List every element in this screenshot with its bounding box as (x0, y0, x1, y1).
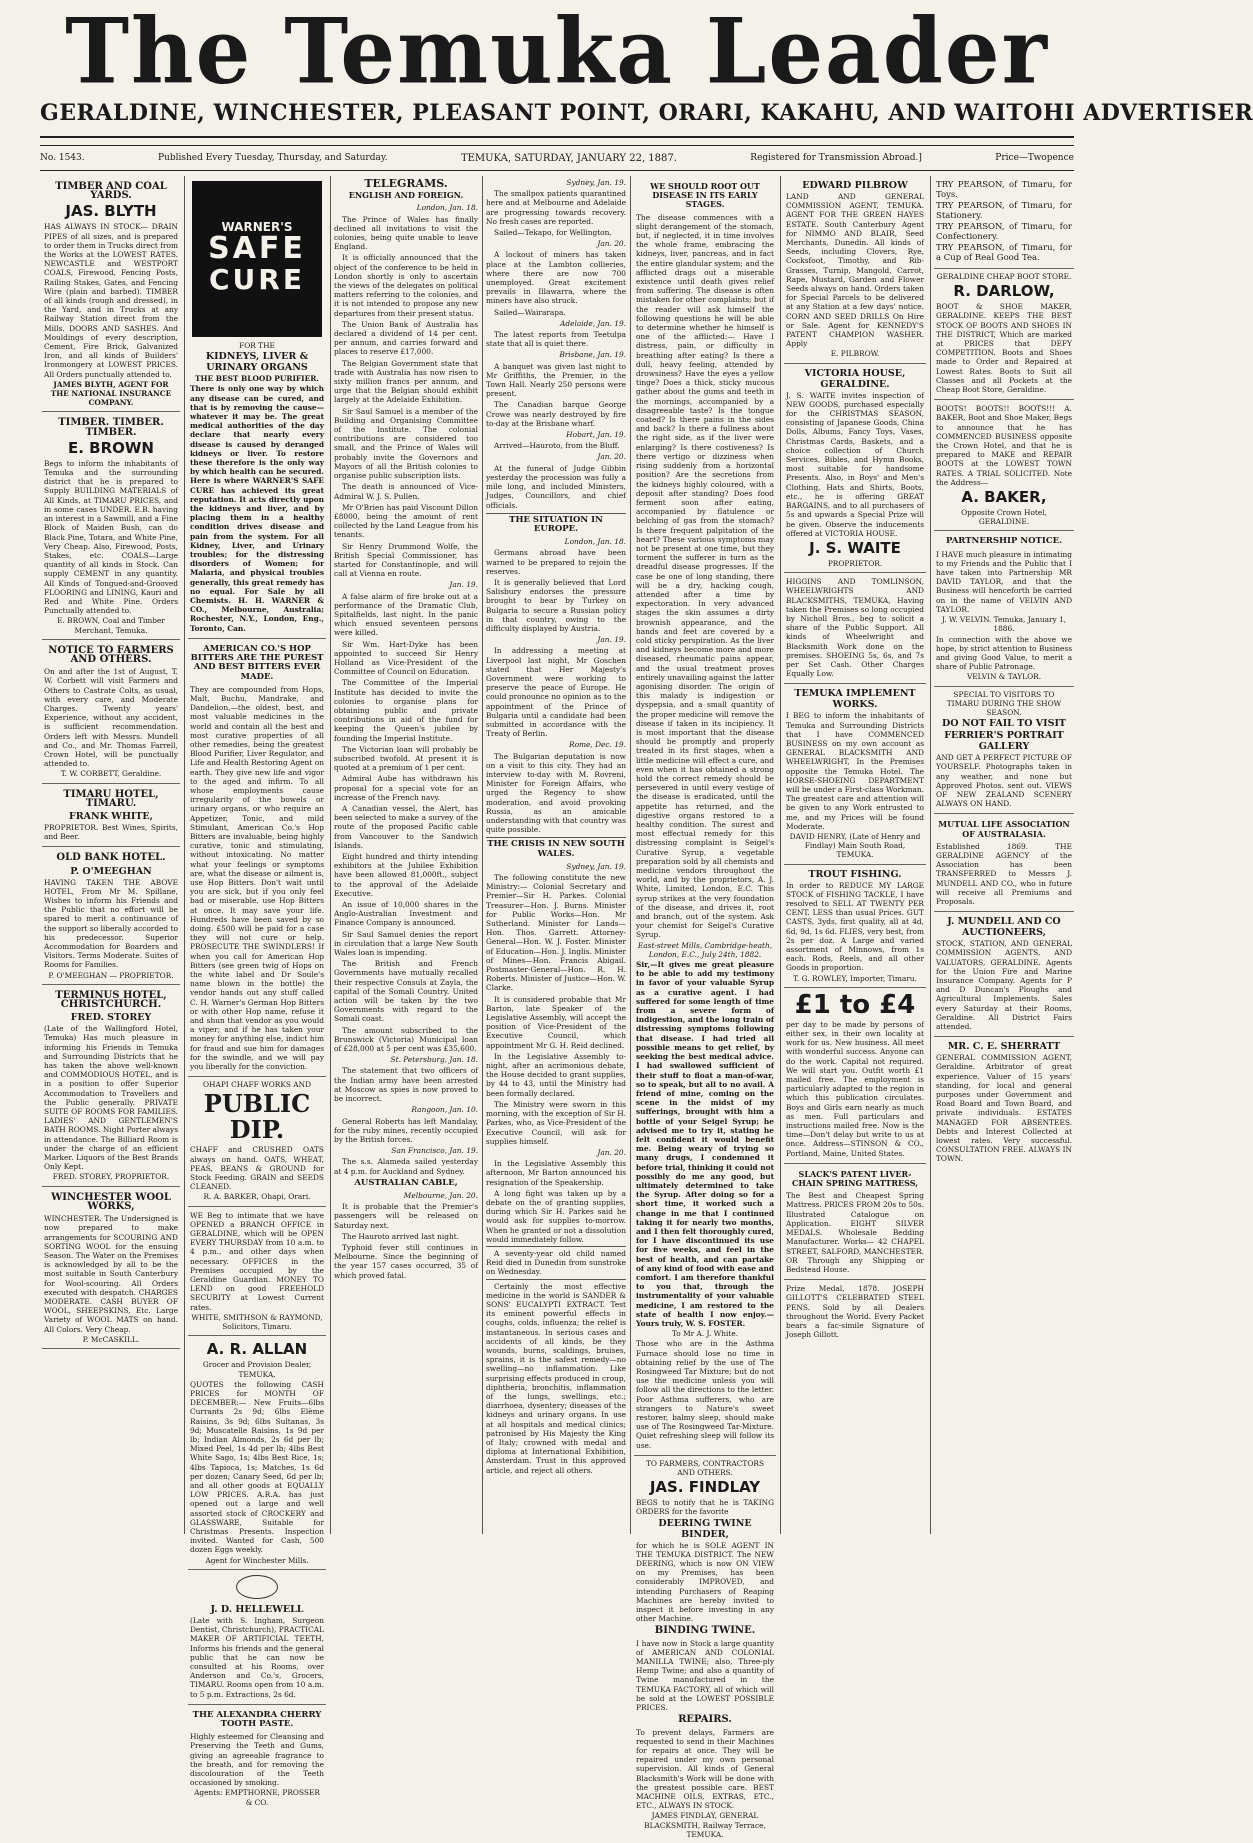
column-rule (330, 176, 331, 1534)
ad-body: On and after the 1st of August, T. W. Corbett will visit Farmers and Others to Castrate Colts, as usual, with every care, and Moderate Charges. Twenty years' Experience, without any accident, is sufficient recommendation. Orders left with Messrs. Mundell and Co., and Mr. Thomas Farrell, Crown Hotel, will be punctually attended to. (44, 667, 178, 769)
safe-cure-illustration (192, 181, 322, 337)
section-heading: AUSTRALIAN CABLE, (354, 1177, 458, 1188)
news-paragraph: Sir Saul Samuel denies the report in circulation that a large New South Wales loan is impending. (334, 929, 478, 958)
news-paragraph: Arrived—Hauroto, from the Bluff. (494, 441, 620, 451)
ad-allan-grocer (188, 1336, 326, 1569)
news-paragraph: The smallpox patients quarantined here and at Melbourne and Adelaide are progressing towards recovery. No fresh cases are reported. (486, 189, 626, 226)
ad-slack-mattress (784, 1164, 926, 1280)
dateline: Jan. 20. (597, 239, 626, 249)
dateline: Sydney, Jan. 19. (566, 178, 626, 187)
ad-body: WE Beg to intimate that we have OPENED a BRANCH OFFICE in GERALDINE, which will be OPEN EVERY THURSDAY from 10 a.m. to 4 p.m., and other days when necessary. OFFICES in the Premises occupied by the Geraldine Guardian. MONEY TO LEND on good FREEHOLD SECURITY at Lowest Current rates. (190, 1210, 324, 1312)
ad-branch-office (188, 1207, 326, 1337)
ad-dentist (188, 1570, 326, 1705)
ad-public-dip (188, 1077, 326, 1206)
ad-body: BOOT & SHOE MAKER, GERALDINE. KEEPS THE BEST STOCK OF BOOTS AND SHOES IN THE DISTRICT, Which are marked at PRICES that DEFY COMPETITION. Boots and Shoes made to Order and Repaired at Lowest Rates. Boots to Suit all Classes and all Pockets at the Cheap Boot Store, Geraldine. (936, 302, 1072, 395)
column-rule (630, 176, 631, 1534)
ad-heading: TIMBER. TIMBER. TIMBER. (58, 417, 164, 438)
ad-body: STOCK, STATION, AND GENERAL COMMISSION AGENTS, AND VALUATORS, GERALDINE. Agents for the Union Fire and Marine Insurance Company. Agents for P and D Duncan's Ploughs and Agricultural Implements. Sales every Saturday at their Rooms, Geraldine. All District Fairs attended. (936, 939, 1072, 1031)
news-paragraph: A Canadian vessel, the Alert, has been selected to make a survey of the route of the proposed Pacific cable from Vancouver to the Sandwich Islands. (334, 804, 478, 850)
ad-corbett-notice (42, 640, 180, 784)
ad-body: They are compounded from Hops, Malt, Buchu, Mandrake, and Dandelion,—the oldest, best, and most valuable medicines in the world and contain all the best and most curative properties of all other remedies, being the greatest Blood Purifier, Liver Regulator, and Life and Health Restoring Agent on earth. They give new life and vigor to the aged and infirm. To all whose employments cause irregularity of the bowels or urinary organs, or who require an Appetizer, Tonic, and mild Stimulant, American Co.'s Hop Bitters are invaluable, being highly curative, tonic and stimulating, without intoxicating. No matter what your feelings or symptoms are, what the disease or ailment is, use Hop Bitters. Don't wait until you are sick, but if you only feel bad or miserable, use Hop Bitters at once. It may save your life. Hundreds have been saved by so doing. £500 will be paid for a case they will not cure or help. PROSECUTE THE SWINDLERS! If when you call for American Hop Bitters (see green twig of Hops on the white label and Dr Soule's name blown in the bottle) the vendor hands out any stuff called C. H. Warner's German Hop Bitters or with other Hop name, refuse it and shun that vendor as you would a viper; and if he has taken your money for anything else, indict him for fraud and sue him for damages for the swindle, and we will pay you liberally for the conviction. (190, 684, 324, 1072)
news-paragraph: The Belgian Government state that trade with Australia has now risen to sixty million francs per annum, and urge that the Belgian should exhibit largely at the Adelaide Exhibition. (334, 358, 478, 405)
ad-signature: VELVIN & TAYLOR. (966, 672, 1042, 682)
news-paragraph: The latest reports from Teetulpa state that all is quiet there. (486, 330, 626, 349)
ad-heading: BINDING TWINE. (654, 1625, 756, 1637)
ad-mutual-life (934, 814, 1074, 912)
ad-subheading: Grocer and Provision Dealer, TEMUKA, (202, 1360, 312, 1379)
ad-subheading: DO NOT FAIL TO VISIT (942, 718, 1066, 730)
registration-note: Registered for Transmission Abroad.] (750, 153, 922, 163)
news-paragraph: The Canadian barque George Crowe was nearly destroyed by fire to-day at the Brisbane wharf. (486, 400, 626, 428)
ad-signature: P. McCASKILL. (82, 1334, 140, 1344)
ad-heading: WE SHOULD ROOT OUT DISEASE IN ITS EARLY STAGES. (650, 181, 760, 210)
ad-blyth (42, 176, 180, 412)
ad-heading: PUBLIC DIP. (203, 1089, 311, 1145)
ad-pearson (934, 176, 1074, 269)
ad-findlay (634, 1456, 776, 1843)
ad-seigels-syrup (634, 176, 776, 1456)
news-paragraph: The s.s. Alameda sailed yesterday at 4 p.m. for Auckland and Sydney. (334, 1157, 478, 1176)
dateline: Jan. 19. (597, 635, 626, 645)
news-paragraph: Certainly the most effective medicine in the world is SANDER & SONS' EUCALYPTI EXTRACT. Test its eminent powerful effects in coughs, colds, influenza; the relief is instantaneous. In serious cases and accidents of all kinds, be they wounds, burns, scaldings, bruises, sprains, it is the safest remedy—no swelling—no inflammation. Like surprising effects produced in croup, diphtheria, bronchitis, inflammation of the lungs, swellings, etc.; diarrhoea, dysentery; diseases of the kidneys and urinary organs. In use at all hospitals and medical clinics; patronised by His Majesty the King of Italy; crowned with medal and diploma at International Exhibition, Amsterdam. Trust in this approved article, and reject all others. (486, 1279, 626, 1475)
ad-preheading: SPECIAL TO VISITORS TO TIMARU DURING THE SHOW SEASON. (946, 689, 1062, 717)
issue-dateline: TEMUKA, SATURDAY, JANUARY 22, 1887. (460, 152, 677, 164)
ad-heading: SLACK'S PATENT LIVER-CHAIN SPRING MATTRESS, (792, 1168, 918, 1189)
ad-heading: REPAIRS. (678, 1714, 732, 1726)
ad-signature: JAMES FINDLAY, GENERAL BLACKSMITH, Railway Terrace, TEMUKA. (644, 1811, 766, 1839)
ad-old-bank-hotel (42, 847, 180, 984)
news-paragraph: The Bulgarian deputation is now on a visit to this city. They had an interview to-day with M. Rovreni, Minister for Foreign Affairs, who urged the Regency to show moderation, and avoid provoking Russia, as an amicable understanding with that country was quite possible. (486, 751, 626, 835)
ad-name: P. O'MEEGHAN (70, 865, 152, 877)
tooth-icon (236, 1575, 278, 1599)
ad-heading: TERMINUS HOTEL, CHRISTCHURCH. (55, 989, 167, 1011)
letter-address: East-street Mills, Cambridge-heath, London, E.C., July 24th, 1882. (637, 940, 773, 959)
dateline: Jan. 20. (597, 1147, 626, 1157)
ad-heading: MUTUAL LIFE ASSOCIATION OF AUSTRALASIA. (938, 819, 1070, 839)
news-paragraph: The Hauroto arrived last night. (342, 1231, 460, 1241)
news-paragraph: A banquet was given last night to Mr Griffiths, the Premier, in the Town Hall. Nearly 250 persons were present. (486, 361, 626, 399)
newspaper-title: The Temuka Leader (65, 0, 1049, 105)
ad-signature: DAVID HENRY, (Late of Henry and Findlay) Main South Road, TEMUKA. (789, 831, 921, 860)
dateline: Jan. 19. (449, 580, 478, 590)
news-paragraph: At the funeral of Judge Gibbin yesterday the procession was fully a mile long, and included Ministers, Judges, Councillors, and chief officials. (486, 463, 626, 510)
ad-signature: E. BROWN, Coal and Timber Merchant, Temuka. (57, 616, 165, 635)
news-paragraph: The amount subscribed to the Brunswick (Victoria) Municipal loan of £28,000 at 5 per cent was £35,600. (334, 1025, 478, 1054)
ad-name: A. BAKER, (961, 488, 1047, 507)
ad-name: A. R. ALLAN (206, 1340, 308, 1359)
ad-heading: THE ALEXANDRA CHERRY TOOTH PASTE. (192, 1709, 322, 1729)
ad-name: EDWARD PILBROW (802, 180, 908, 191)
ad-signature: WHITE, SMITHSON & RAYMOND, Solicitors, Timaru. (191, 1312, 323, 1332)
dateline: London, Jan. 18. (416, 203, 478, 213)
news-paragraph: An issue of 10,000 shares in the Anglo-Australian Investment and Finance Company is announced. (334, 900, 478, 928)
column-3-telegrams (334, 176, 478, 1534)
ad-body: BOOTS! BOOTS!! BOOTS!!! A. BAKER, Boot and Shoe Maker, Begs to announce that he has COMMENCED BUSINESS opposite the Crown Hotel, and that he is prepared to MAKE and REPAIR BOOTS at the LOWEST TOWN RATES. A TRIAL SOLICITED. Note the Address— (936, 404, 1072, 487)
ad-body: AND GET A PERFECT PICTURE OF YOURSELF. Photographs taken in any weather, and none but Approved Photos. sent out. VIEWS OF NEW ZEALAND SCENERY ALWAYS ON HAND. (936, 753, 1072, 809)
ad-name: JAS. FINDLAY (649, 1478, 761, 1497)
news-paragraph: It is officially announced that the object of the conference to be held in London shortly is only to ascertain the views of the delegates on political matters referring to the colonies, and it is not intended to propose any new departures from their present status. (334, 253, 478, 318)
ad-partnership (934, 531, 1074, 686)
ad-body: HAVING TAKEN THE ABOVE HOTEL, From Mr M. Spillane, Wishes to inform his Friends and the Public that no effort will be spared to merit a continuance of the support so liberally accorded to his predecessor. Superior Accommodation for Boarders and Visitors. Terms Moderate. Suites of Rooms for Families. (44, 877, 178, 970)
dateline: Sydney, Jan. 19. (566, 861, 626, 871)
dateline: Rome, Dec. 19. (569, 740, 626, 750)
infobar-rule-top (40, 145, 1074, 146)
news-paragraph: Sir Saul Samuel is a member of the Building and Organising Committee of the Institute. The colonial contributions are considered too small, and the Prince of Wales will probably invite the Governors and Mayors of all the British colonies to organise public subscription lists. (334, 406, 478, 481)
ad-name: FRANK WHITE, (69, 810, 153, 822)
ad-darlow (934, 269, 1074, 400)
ad-body: BEGS to notify that he is TAKING ORDERS for the favorite (636, 1498, 774, 1517)
letter-recipient: To Mr A. J. White. (671, 1329, 739, 1339)
news-paragraph: Sailed—Wairarapa. (494, 307, 566, 317)
ad-hop-bitters (188, 639, 326, 1077)
news-paragraph: The Prince of Wales has finally declined all invitations to visit the colonies, being quite unable to leave England. (334, 214, 478, 252)
news-paragraph: General Roberts has left Mandalay, for the ruby mines, recently occupied by the British forces. (334, 1116, 478, 1144)
news-paragraph: It is generally believed that Lord Salisbury endorses the pressure brought to bear by Turkey on Bulgaria to secure a Russian policy in that country, owing to the difficulty displayed by Austria. (486, 577, 626, 633)
ad-heading: AMERICAN CO.'S HOP BITTERS ARE THE PUREST AND BEST BITTERS EVER MADE. (190, 643, 324, 682)
ad-baker (934, 400, 1074, 531)
dateline: London, Jan. 18. (564, 537, 626, 547)
ad-preheading: OHAPI CHAFF WORKS AND (202, 1080, 311, 1090)
ad-body: There is only one way by which any disease can be cured, and that is by removing the cause—whatever it may be. The great medical authorities of the day declare that nearly every disease is caused by deranged kidneys or liver. To restore these therefore is the only way by which health can be secured. Here is where WARNER'S SAFE CURE has achieved its great reputation. It acts directly upon the kidneys and liver, and by placing them in a healthy condition drives disease and pain from the system. For all Kidney, Liver, and Urinary troubles; for the distressing disorders of Women; for Malaria, and physical troubles generally, this great remedy has no equal. For Sale by all Chemists. H. H. WARNER & CO., Melbourne, Australia; Rochester, N.Y., London, Eng., Toronto, Can. (190, 384, 324, 633)
cure-word: CURE (209, 262, 305, 296)
ad-terminus-hotel (42, 985, 180, 1187)
ad-tooth-paste (188, 1705, 326, 1811)
ad-body: Prize Medal, 1878. JOSEPH GILLOTT'S CELEBRATED STEEL PENS. Sold by all Dealers throughout the World. Every Packet bears a fac-simile Signature of Joseph Gillott. (786, 1284, 924, 1340)
column-7 (934, 176, 1074, 1534)
ad-heading: OLD BANK HOTEL. (56, 852, 166, 864)
ad-victoria-house (784, 364, 926, 573)
dateline: Brisbane, Jan. 19. (559, 350, 626, 360)
ad-body: CHAFF and CRUSHED OATS always on hand. OATS, WHEAT, PEAS, BEANS & GROUND for Stock Feeding. GRAIN and SEEDS CLEANED. (190, 1145, 324, 1192)
news-paragraph: A long fight was taken up by a debate on the of granting supplies, during which Sir H. Parkes said he would ask for supplies to-morrow. When he granted or not a dissolution would immediately follow. (486, 1188, 626, 1244)
ad-signature: T. G. ROWLEY, Importer, Timaru. (793, 973, 917, 983)
ad-body: To prevent delays, Farmers are requested to send in their Machines for repairs at once. They will be repaired under my own personal supervision. All kinds of General Blacksmith's Work will be done with the greatest possible care. BEST MACHINE OILS, EXTRAS, ETC., ETC., ALWAYS IN STOCK. (636, 1727, 774, 1811)
column-6 (784, 176, 926, 1534)
ad-body: (Late of the Wallingford Hotel, Temuka) Has much pleasure in informing his Friends in Temuka and Surrounding Districts that he has taken the above well-known and COMMODIOUS HOTEL, and is in a position to offer Superior Accommodation to Travellers and the Public generally. PRIVATE SUITE OF ROOMS FOR FAMILIES. LADIES' AND GENTLEMEN'S BATH ROOMS. Night Porter always in attendance. The Billiard Room is under the charge of an efficient Marker. Liquors of the Best Brands Only Kept. (44, 1024, 178, 1172)
pearson-line: TRY PEARSON, of Timaru, for Stationery. (936, 201, 1072, 221)
ad-signature: PROPRIETOR. (827, 558, 883, 568)
news-paragraph: In addressing a meeting at Liverpool last night, Mr Goschen stated that Her Majesty's Government were working to preserve the peace of Europe. He could pronounce no opinion as to the appointment of the Prince of Bulgaria until a candidate had been submitted in accordance with the Treaty of Berlin. (486, 646, 626, 739)
ad-name: FERRIER'S PORTRAIT GALLERY (944, 730, 1064, 753)
ad-gillott-pens (784, 1280, 926, 1344)
ad-preheading: TO FARMERS, CONTRACTORS AND OTHERS. (645, 1458, 765, 1478)
ad-heading: TROUT FISHING. (808, 868, 902, 880)
dateline: Melbourne, Jan. 20. (403, 1190, 478, 1200)
ad-body: (Late with S. Ingham, Surgeon Dentist, Christchurch), PRACTICAL MAKER OF ARTIFICIAL TEETH, Informs his friends and the general public that he can now be consulted at his Rooms, over Anderson and Co.'s, Grocers, TIMARU. Rooms open from 10 a.m. to 5 p.m. Extractions, 2s 6d. (190, 1615, 324, 1699)
news-paragraph: A false alarm of fire broke out at a performance of the Dramatic Club, Spitalfields, last night. In the panic which ensued seventeen persons were killed. (334, 591, 478, 638)
news-paragraph: Admiral Aube has withdrawn his proposal for a special vote for an increase of the French navy. (334, 774, 478, 802)
ad-body: HAS ALWAYS IN STOCK— DRAIN PIPES of all sizes, and is prepared to order them in Trucks direct from the Works at the LOWEST RATES. NEWCASTLE and WESTPORT COALS, Firewood, Fencing Posts, Railing Stakes, Gates, and Fencing Wire (plain and barbed). TIMBER of all kinds (rough and dressed), in the Yard, and in Trucks at any Railway Station direct from the Mills. DOORS AND SASHES. And Mouldings of every description, Cement, Fire Brick, Galvanized Iron, and all kinds of Builders' Ironmongery at LOWEST PRICES. All Orders punctually attended to. (44, 222, 178, 379)
dateline: San Francisco, Jan. 19. (391, 1146, 478, 1156)
ad-signature: Agents: EMPTHORNE, PROSSER & CO. (194, 1788, 320, 1807)
ad-sherratt (934, 1037, 1074, 1168)
safe-brand: WARNER'S (221, 220, 293, 235)
ad-warners-safe-cure (188, 176, 326, 639)
ad-body: The Best and Cheapest Spring Mattress. PRICES FROM 20s to 50s. Illustrated Catalogue on Application. EIGHT SILVER MEDALS. Wholesale Bedding Manufacturer. Works— 42 CHAPEL STREET, SALFORD, MANCHESTER. OR Through any Shipping or Bedstead House. (786, 1191, 924, 1274)
column-4-news (486, 176, 626, 1534)
dateline: St. Petersburg, Jan. 18. (390, 1055, 478, 1065)
pearson-line: TRY PEARSON, of Timaru, for a Cup of Real Good Tea. (936, 243, 1072, 263)
issue-number: No. 1543. (40, 153, 85, 163)
ad-body: J. S. WAITE invites inspection of NEW GOODS, purchased especially for the CHRISTMAS SEASON, consisting of Japanese Goods, China Dolls, Albums, Fancy Toys, Vases, Christmas Cards, Baskets, and a choice collection of Church Services, Bibles, and Hymn Books, most suitable for handsome Presents. Also, in Boys' and Men's Clothing, Hats and Shirts, Boots, etc., he is offering GREAT BARGAINS, and to all purchasers of 5s and upwards a Special Prize will be given. Observe the inducements offered at VICTORIA HOUSE. (786, 390, 924, 538)
ad-body: Highly esteemed for Cleansing and Preserving the Teeth and Gums, giving an agreeable fragrance to the breath, and for removing the discolouration of the Teeth occasioned by smoking. (190, 1732, 324, 1788)
column-rule (780, 176, 781, 1534)
section-subheading: ENGLISH AND FOREIGN. (348, 190, 464, 201)
ad-mundell (934, 912, 1074, 1037)
section-heading: TELEGRAMS. (364, 177, 448, 190)
column-rule (184, 176, 185, 1534)
ad-heading: KIDNEYS, LIVER & URINARY ORGANS (205, 351, 309, 374)
ad-name: E. BROWN (67, 438, 154, 457)
safe-word: SAFE (208, 230, 306, 266)
column-2 (188, 176, 326, 1807)
ad-footer: Agent for Winchester Mills. (205, 1555, 309, 1565)
news-paragraph: Sir Henry Drummond Wolfe, the British Special Commissioner, has started for Constantinople, and will call at Vienna en route. (334, 541, 478, 579)
ad-timaru-hotel (42, 784, 180, 848)
ad-for: FOR THE (239, 341, 275, 350)
news-paragraph: The British and French Governments have mutually recalled their respective Consuls at Zayla, the capital of the Somali Country. United action will be taken by the two Governments with regard to the Somali coast. (334, 959, 478, 1024)
dateline: Rangoon, Jan. 10. (411, 1105, 478, 1115)
ad-body: for which he is SOLE AGENT IN THE TEMUKA DISTRICT. The NEW DEERING, which is now ON VIEW on my Premises, has been considerably IMPROVED, and intending Purchasers of Reaping Machines are hereby invited to inspect it before investing in any other Machine. (636, 1540, 774, 1624)
news-paragraph: The death is announced of Vice-Admiral W. J. S. Pullen. (334, 482, 478, 501)
ad-heading: J. MUNDELL AND CO AUCTIONEERS, (947, 916, 1061, 939)
dateline: Jan. 20. (597, 452, 626, 462)
newspaper-subtitle: GERALDINE, WINCHESTER, PLEASANT POINT, ORARI, KAKAHU, AND WAITOHI ADVERTISER (40, 100, 1253, 126)
ad-signature: JAMES BLYTH, AGENT FOR THE NATIONAL INSURANCE COMPANY. (50, 379, 172, 408)
news-paragraph: The following constitute the new Ministry:— Colonial Secretary and Premier—Sir H. Parkes. Colonial Treasurer—Hon. J. Burns. Minister for Public Works—Hon. Mr Sutherland. Minister for Lands—Hon. Thos. Garrett. Attorney-General—Hon. W. J. Foster. Minister of Education—Hon. J. Inglis. Minister of Mines—Hon. Francis Abigail. Postmaster-General—Hon. R. H. Roberts. Minister of Justice—Hon. W. Clarke. (486, 873, 626, 993)
ad-body: Those who are in the Asthma Furnace should lose no time in obtaining relief by the use of The Rosingweed Tar Mixture; but do not use the medicine unless you will follow all the directions to the letter. Poor Asthma sufferers, who are strangers to Nature's sweet restorer, balmy sleep, should make use of The Rosingweed Tar-Mixture. Quiet refreshing sleep will follow its use. (636, 1339, 774, 1450)
ad-ferrier (934, 687, 1074, 815)
ad-signature: J. W. VELVIN. Temuka, January 1, 1886. (941, 615, 1067, 634)
ad-body: The disease commences with a slight derangement of the stomach, but, if neglected, it in time involves the whole frame, embracing the kidneys, liver, pancreas, and in fact the entire glandular system; and the afflicted drags out a miserable existence until death gives relief from suffering. The disease is often mistaken for other complaints; but if the reader will ask himself the following questions he will be able to determine whether he himself is one of the afflicted:— Have I distress, pain, or difficulty in breathing after eating? Is there a dull, heavy feeling, attended by drowsiness? Have the eyes a yellow tinge? Does a thick, sticky mucous gather about the gums and teeth in the mornings, accompanied by a disagreeable taste? Is the tongue coated? Is there pains in the sides and back? Is there a fullness about the right side, as if the liver were enlarging? Is there costiveness? Is there vertigo or dizziness when rising suddenly from a horizontal position? Are the secretions from the kidneys highly coloured, with a deposit after standing? Does food ferment soon after eating, accompanied by flatulence or belching of gas from the stomach? Is there frequent palpitation of the heart? These various symptoms may not be present at one time, but they torment the sufferer in turn as the dreadful disease progresses. If the case be one of long standing, there will be a dry, hacking cough, attended after a time by expectoration. In very advanced stages the skin assumes a dirty brownish appearance, and the hands and feet are covered by a cold sticky perspiration. As the liver and kidneys become more and more diseased, rheumatic pains appear, and the usual treatment proves entirely unavailing against the latter agonising disorder. The origin of this malady is indigestion or dyspepsia, and a small quantity of the proper medicine will remove the disease if taken in its incipiency. It is most important that the disease should be promptly and properly treated in its first stages, when a little medicine will effect a cure, and even when it has obtained a strong hold the correct remedy should be persevered in until every vestige of the disease is eradicated, until the appetite has returned, and the digestive organs restored to a healthy condition. The surest and most effectual remedy for this distressing complaint is Seigel's Curative Syrup, a vegetable preparation sold by all chemists and medicine vendors throughout the world, and by the proprietors, A. J. White, Limited, London, E.C. This syrup strikes at the very foundation of the disease, and drives it, root and branch, out of the system. Ask your chemist for Seigel's Curative Syrup. (636, 212, 774, 940)
ad-name: FRED. STOREY (70, 1012, 152, 1024)
ad-body: I have now in Stock a large quantity of AMERICAN AND COLONIAL MANILLA TWINE; also, Three-ply Hemp Twine; and also a quantity of Twine manufactured in the TEMUKA FACTORY, all of which will be sold at the LOWEST POSSIBLE PRICES. (636, 1638, 774, 1713)
ad-heading: VICTORIA HOUSE, GERALDINE. (804, 367, 906, 390)
news-paragraph: The statement that two officers of the Indian army have been arrested at Moscow as spies is now proved to be incorrect. (334, 1066, 478, 1104)
ad-body: HIGGINS AND TOMLINSON, WHEELWRIGHTS AND BLACKSMITHS, TEMUKA, Having taken the Premises so long occupied by Nicholl Bros., beg to solicit a share of the Public Support. All kinds of Wheelwright and Blacksmith Work done on the premises. SHOEING 5s, 6s, and 7s per Set Cash. Other Charges Equally Low. (786, 577, 924, 679)
news-paragraph: A lockout of miners has taken place at the Lambton collieries, where there are now 700 unemployed. Great excitement prevails in Illawarra, where the miners have also struck. (486, 250, 626, 306)
column-rule (482, 176, 483, 1534)
ad-name: JAS. BLYTH (65, 202, 157, 221)
letter-body: Sir,—It gives me great pleasure to be able to add my testimony in favor of your valuable Syrup as a curative agent. I had suffered for some length of time from a severe form of indigestion, and the long train of distressing symptoms following that disease. I had tried all possible means to get relief, by seeking the best medical advice. I had swallowed sufficient of their stuff to float a man-of-war, so to speak, but all to no avail. A friend of mine, coming on the scene in the midst of my sufferings, brought with him a bottle of your Seigel Syrup; he advised me to try it, stating he felt confident it would benefit me. Being weary of trying so many drugs, I condemned it before trial, thinking it could not possibly do me any good, but ultimately determined to take the Syrup. After doing so for a short time, it worked such a change in me that I continued taking it for nearly two months, and I then felt thoroughly cured, for I have discontinued its use for five weeks, and feel in the best of health, and can partake of any kind of food with ease and comfort. I am therefore thankful to you that, through the instrumentality of your valuable medicine, I am restored to the state of health I now enjoy.—Yours truly, W. S. FOSTER. (636, 960, 774, 1328)
ad-signature: T. W. CORBETT, Geraldine. (60, 769, 162, 779)
ad-body: GENERAL COMMISSION AGENT, Geraldine. Arbitrator of great experience. Valuer of 15 years' standing, for local and general purposes under Government and Road Board and Town Board, and private individuals. ESTATES MANAGED FOR ABSENTEES. Debts and Interest Collected at lowest rates. Very successful. CONSULTATION FREE. ALWAYS IN TOWN. (936, 1053, 1072, 1164)
dateline: Adelaide, Jan. 19. (560, 318, 626, 328)
ad-name: R. DARLOW, (953, 282, 1055, 301)
news-paragraph: Eight hundred and thirty intending exhibitors at the Jubilee Exhibition have been allowed 81,000ft., subject to the approval of the Adelaide Executive. (334, 852, 478, 898)
news-paragraph: Typhoid fever still continues in Melbourne. Since the beginning of the year 157 cases occurred, 35 of which proved fatal. (334, 1242, 478, 1280)
ad-product: DEERING TWINE BINDER, (658, 1517, 752, 1540)
ad-heading: TEMUKA IMPLEMENT WORKS. (794, 688, 916, 711)
masthead-rule (40, 136, 1074, 138)
ad-signature: FRED. STOREY, PROPRIETOR. (52, 1172, 170, 1182)
ad-body: per day to be made by persons of either sex, in their own locality at work for us. New business. All meet with wonderful success. Anyone can do the work. Capital not required. We will start you. Outfit worth £1 mailed free. The employment is particularly adapted to the region in which this publication circulates. Boys and Girls earn nearly as much as men. Full particulars and instructions mailed free. Now is the time—Don't delay but write to us at once. Address—STINSON & CO., Portland, Maine, United States. (786, 1019, 924, 1158)
pearson-line: TRY PEARSON, of Timaru, for Toys. (936, 180, 1072, 200)
ad-name: MR. C. E. SHERRATT (947, 1041, 1061, 1053)
ad-preheading: GERALDINE CHEAP BOOT STORE. (936, 272, 1072, 281)
ad-signature: P. O'MEEGHAN — PROPRIETOR. (48, 970, 174, 980)
ad-name: J. D. HELLEWELL (210, 1603, 304, 1615)
news-paragraph: The Ministry were sworn in this morning, with the exception of Sir H. Parkes, who, as Vice-President of the Executive Council, will ask for supplies himself. (486, 1099, 626, 1146)
ad-signature: E. PILBROW. (830, 349, 880, 359)
ad-wool-works (42, 1187, 180, 1349)
ad-signature: R. A. BARKER, Ohapi, Orari. (203, 1192, 311, 1202)
ad-implement-works (784, 684, 926, 864)
issue-price: Price—Twopence (995, 153, 1074, 163)
ad-heading: TIMARU HOTEL, TIMARU. (63, 788, 159, 809)
ad-body: Established 1869. THE GERALDINE AGENCY of the Association has been TRANSFERRED to Messrs J. MUNDELL AND CO., who in future will receive all Premiums and Proposals. (936, 841, 1072, 906)
ad-body: LAND AND GENERAL COMMISSION AGENT, TEMUKA. AGENT FOR THE GREEN HAYES ESTATE. South Canterbury Agent for NIMMO AND BLAIR, Seed Merchants, Dunedin. All kinds of Seeds, including Clovers, Rye, Cocksfoot, Timothy, and Rib-Grasses, Turnip, Mangold, Carrot, Rape, Mustard, Garden and Flower Seeds always on hand. Orders taken for Special Parcels to be delivered at any Station at a few days' notice. CORN AND SEED DRILLS On Hire or Sale. Agent for KENNEDY'S PATENT CHAMPION WASHER. Apply (786, 192, 924, 349)
news-paragraph: Germans abroad have been warned to be prepared to rejoin the reserves. (486, 548, 626, 576)
news-paragraph: The Victorian loan will probably be subscribed twofold. At present it is quoted at a premium of 1 per cent. (334, 744, 478, 773)
ad-body: WINCHESTER. The Undersigned is now prepared to make arrangements for SCOURING AND SORTING WOOL for the ensuing Season. The Water on the Premises is acknowledged by all to be the most suitable in South Canterbury for Wool-scouring. All Orders executed with despatch. CHARGES MODERATE. CASH BUYER OF WOOL, SHEEPSKINS, Etc. Large Variety of WOOL MATS on hand. All Colors. Very Cheap. (44, 1214, 178, 1334)
ad-stinson (784, 988, 926, 1164)
news-paragraph: In the Legislative Assembly to-night, after an acrimonious debate, the House decided to grant supplies, by 44 to 43, until the Ministry had been formally declared. (486, 1051, 626, 1098)
ad-pilbrow (784, 176, 926, 364)
ad-brown (42, 412, 180, 639)
ad-body: Begs to inform the inhabitants of Temuka and the surrounding district that he is prepared to Supply BUILDING MATERIALS of All Kinds, at TIMARU PRICES, and in some cases UNDER. E.B. having an interest in a Sawmill, and a Fine Block of Maiden Bush, can do Black Pine, Totara, and White Pine, Very Cheap. Also, Firewood, Posts, Stakes, etc. COALS—Large quantity of all kinds in Stock. Can supply CEMENT in any quantity. All Kinds of Tongued-and-Grooved FLOORING and LINING, Kauri and Red and White Pine. Orders Punctually attended to. (44, 458, 178, 616)
ad-subheading: THE BEST BLOOD PURIFIER. (195, 374, 319, 384)
masthead (40, 0, 1074, 105)
column-rule (930, 176, 931, 1534)
news-paragraph: Sailed—Tekapo, for Wellington. (494, 228, 612, 238)
section-heading: THE CRISIS IN NEW SOUTH WALES. (487, 839, 625, 859)
ad-body: In connection with the above we hope, by strict attention to Business and giving Good Value, to merit a share of Public Patronage. (936, 634, 1072, 672)
ad-heading: TIMBER AND COAL YARDS. (55, 181, 167, 202)
ad-higgins-tomlinson (784, 573, 926, 684)
ad-heading: NOTICE TO FARMERS AND OTHERS. (48, 644, 174, 665)
news-paragraph: Mr O'Brien has paid Viscount Dillon £8000, being the amount of rent collected by the Land League from his tenants. (334, 502, 479, 540)
ad-signature: Opposite Crown Hotel, GERALDINE. (961, 508, 1047, 527)
ad-heading: WINCHESTER WOOL WORKS, (51, 1191, 171, 1212)
news-paragraph: It is considered probable that Mr Barton, late Speaker of the Legislative Assembly, will accept the position of Vice-President of the Executive Council, which appointment Mr G. H. Reid declined. (486, 994, 626, 1050)
ad-trout-fishing (784, 865, 926, 988)
pearson-line: TRY PEARSON, of Timaru, for Confectionery. (936, 222, 1072, 242)
news-paragraph: Sir Wm. Hart-Dyke has been appointed to succeed Sir Henry Holland as Vice-President of the Committee of Council on Education. (334, 639, 478, 677)
ad-money-headline: £1 to £4 (794, 989, 916, 1020)
news-paragraph: A seventy-year old child named Reid died in Dunedin from sunstroke on Wednesday. (486, 1246, 626, 1277)
ad-body: In order to REDUCE MY LARGE STOCK of FISHING TACKLE, I have resolved to SELL AT TWENTY PER CENT. LESS than usual Prices. GUT CASTS, 3yds, first quality, all at 4d, 6d, 9d, 1s 6d. FLIES, very best, from 2s per doz. A Large and varied assortment of Minnows, from 1s each. Rods, Reels, and all other Goods in proportion. (786, 880, 924, 973)
news-paragraph: It is probable that the Premier's passengers will be released on Saturday next. (334, 1202, 478, 1230)
ad-body: PROPRIETOR. Best Wines, Spirits, and Beer. (44, 822, 178, 842)
news-paragraph: The Union Bank of Australia has declared a dividend of 14 per cent. per annum, and carries forward and places to reserve £17,000. (334, 319, 478, 357)
ad-name: J. S. WAITE (809, 538, 901, 557)
news-paragraph: The Committee of the Imperial Institute has decided to invite the colonies to organise plans for obtaining public and private contributions in aid of the fund for keeping the Queen's jubilee by founding the Imperial Institute. (334, 678, 478, 743)
section-heading: THE SITUATION IN EUROPE. (486, 513, 626, 534)
column-1 (42, 176, 180, 1534)
infobar-rule-bottom (40, 170, 1074, 171)
news-paragraph: In the Legislative Assembly this afternoon, Mr Barton announced his resignation of the Speakership. (486, 1159, 626, 1187)
ad-body: I BEG to inform the inhabitants of Temuka and Surrounding Districts that I have COMMENCED BUSINESS on my own account as GENERAL BLACKSMITH AND WHEELWRIGHT, In the Premises opposite the Temuka Hotel. The HORSE-SHOEING DEPARTMENT will be under a First-class Workman. The greatest care and attention will be given to any Work entrusted to me, and my Prices will be found Moderate. (786, 711, 924, 831)
ad-body: I HAVE much pleasure in intimating to my Friends and the Public that I have taken into Partnership MR DAVID TAYLOR, and that the Business will henceforth be carried on in the name of VELVIN AND TAYLOR. (936, 549, 1072, 614)
ad-body: QUOTES the following CASH PRICES for MONTH OF DECEMBER:— New Fruits—6lbs Currants 2s 9d; 6lbs Elème Raisins, 3s 9d; 6lbs Sultanas, 3s 9d; Muscatelle Raisins, 1s 9d per lb; Indian Almonds, 2s 6d per lb; Mixed Peel, 1s 4d per lb; 4lbs Best White Sago, 1s; 4lbs Best Rice, 1s; 4lbs Tapioca, 1s; Matches, 1s 6d per dozen; Canary Seed, 6d per lb; and all other goods at EQUALLY LOW PRICES. A.R.A. has just opened out a large and well assorted stock of CROCKERY and GLASSWARE, Suitable for Christmas Presents. Inspection invited. Wanted for Cash, 500 dozen Eggs weekly. (190, 1379, 324, 1555)
ad-heading: PARTNERSHIP NOTICE. (945, 536, 1063, 547)
dateline: Hobart, Jan. 19. (566, 430, 626, 440)
column-5 (634, 176, 776, 1839)
issue-info-bar (40, 150, 1074, 166)
publication-schedule: Published Every Tuesday, Thursday, and Saturday. (157, 153, 388, 163)
